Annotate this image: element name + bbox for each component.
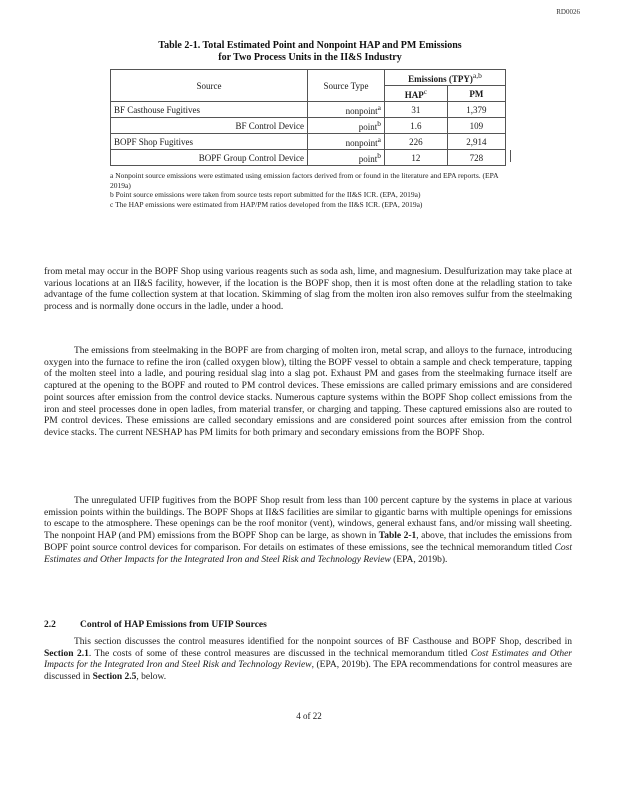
table-edge-mark bbox=[510, 150, 511, 162]
row-hap: 31 bbox=[385, 102, 448, 118]
table-row bbox=[111, 102, 506, 118]
section-title: Control of HAP Emissions from UFIP Sources bbox=[80, 620, 267, 630]
table-title-line-1: Table 2-1. Total Estimated Point and Nonpoint HAP and PM Emissions bbox=[158, 40, 462, 51]
table-header-row bbox=[111, 70, 506, 86]
paragraph-ufip-fugitives bbox=[44, 496, 572, 566]
header-emissions-sup: a,b bbox=[472, 71, 482, 80]
row-pm: 109 bbox=[447, 118, 505, 134]
header-source-type bbox=[308, 70, 385, 102]
row-type-label: point bbox=[358, 154, 378, 164]
row-source: BF Casthouse Fugitives bbox=[111, 102, 308, 118]
footnote-a: a Nonpoint source emissions were estimated using emission factors derived from or found in the literature and EPA reports. (EPA 2019a) bbox=[110, 171, 499, 190]
memo-title: Cost Estimates and Other Impacts for the Integrated Iron and Steel Risk and Technology Review bbox=[44, 542, 572, 565]
row-source: BF Control Device bbox=[111, 118, 308, 134]
header-emissions bbox=[385, 70, 506, 86]
row-type bbox=[308, 102, 385, 118]
row-hap: 12 bbox=[385, 150, 448, 166]
row-type-sup: b bbox=[377, 151, 381, 160]
row-type-sup: a bbox=[377, 103, 381, 112]
row-hap: 226 bbox=[385, 134, 448, 150]
row-source: BOPF Shop Fugitives bbox=[111, 134, 308, 150]
section-heading bbox=[44, 620, 267, 630]
row-pm: 1,379 bbox=[447, 102, 505, 118]
p4-text-b: . The costs of some of these control measures are discussed in the technical memorandum titled bbox=[88, 648, 471, 659]
table-reference-link: Table 2-1 bbox=[378, 531, 417, 542]
header-emissions-label: Emissions (TPY) bbox=[408, 74, 473, 84]
row-type-label: point bbox=[358, 122, 378, 132]
footnote-b: b Point source emissions were taken from source tests report submitted for the II&S ICR. (EPA, 2019a) bbox=[110, 190, 421, 199]
row-type-sup: a bbox=[377, 135, 381, 144]
p3-text-a: The unregulated UFIP fugitives from the BOPF Shop result from less than 100 percent capture by the systems in place at various emission points within the buildings. The BOPF Shops at II&S facilities are similar to gigantic barns with multiple openings for emissions to escape to the atmosphere. These openings can be the roof monitor (vent), windows, general exhaust fans, and/or missing wall sheeting. The nonpoint HAP (and PM) emissions from the BOPF Shop can be large, as shown in bbox=[44, 496, 572, 542]
page-number: 4 of 22 bbox=[296, 711, 322, 721]
section-reference-2-1: Section 2.1 bbox=[44, 648, 89, 659]
footnote-c: c The HAP emissions were estimated from HAP/PM ratios developed from the II&S ICR. (EPA, 2019a) bbox=[110, 199, 423, 209]
p3-text-b: , above, that includes the emissions from BOPF point source control devices for comparison. For details on estimates of these emissions, see the technical memorandum titled bbox=[44, 531, 572, 553]
header-source-type-label: Source Type bbox=[323, 80, 369, 91]
emissions-table bbox=[110, 69, 506, 166]
p4-text-d: , below. bbox=[136, 672, 167, 683]
row-hap: 1.6 bbox=[385, 118, 448, 134]
header-hap-sup: c bbox=[423, 87, 428, 96]
table-title-line-2: for Two Process Units in the II&S Industry bbox=[218, 52, 402, 63]
table-row bbox=[111, 118, 506, 134]
header-pm-label: PM bbox=[469, 88, 484, 99]
row-type bbox=[308, 118, 385, 134]
p3-text-c: (EPA, 2019b). bbox=[390, 554, 448, 565]
table-footnotes bbox=[110, 171, 510, 209]
document-id: RD0026 bbox=[556, 8, 580, 16]
row-type-label: nonpoint bbox=[345, 106, 378, 116]
section-number: 2.2 bbox=[44, 620, 56, 630]
paragraph-desulfurization: from metal may occur in the BOPF Shop using various reagents such as soda ash, lime, and magnesium. Desulfurization may take place at various locations at an II&S facility, however, if the location is the BOPF shop, then it is most often done at the reladling station to take advantage of the fume collection system at that location. Skimming of slag from the molten iron also removes sulfur from the steelmaking process and is normally done occurs in the ladle, under a hood. bbox=[44, 267, 572, 313]
row-type-sup: b bbox=[377, 119, 381, 128]
memo-title-2: Cost Estimates and Other Impacts for the Integrated Iron and Steel Risk and Technology Review bbox=[44, 648, 572, 671]
row-source: BOPF Group Control Device bbox=[111, 150, 308, 166]
p4-text-a: This section discusses the control measures identified for the nonpoint sources of BF Casthouse and BOPF Shop, described in bbox=[74, 637, 572, 647]
section-reference-2-5: Section 2.5 bbox=[92, 672, 137, 683]
p4-text-c: , (EPA, 2019b). The EPA recommendations for control measures are discussed in bbox=[44, 660, 573, 683]
header-hap bbox=[385, 86, 448, 102]
row-pm: 2,914 bbox=[447, 134, 505, 150]
row-type bbox=[308, 150, 385, 166]
header-source: Source bbox=[111, 70, 308, 102]
table-row bbox=[111, 134, 506, 150]
table-row bbox=[111, 150, 506, 166]
header-pm bbox=[447, 86, 505, 102]
header-hap-label: HAP bbox=[404, 90, 424, 100]
row-type bbox=[308, 134, 385, 150]
row-pm: 728 bbox=[447, 150, 505, 166]
paragraph-control-measures bbox=[44, 637, 572, 684]
paragraph-steelmaking-emissions: The emissions from steelmaking in the BOPF are from charging of molten iron, metal scrap, and alloys to the furnace, introducing oxygen into the furnace to refine the iron (called oxygen blow), tilting the BOPF vessel to obtain a sample and check temperature, tapping of the molten steel into a ladle, and pouring residual slag into a slag pot. Exhaust PM and gases from the steelmaking furnace itself are captured at the opening to the BOPF and routed to PM control devices. These emissions are called primary emissions and are considered point sources after emission from the control device stacks. Numerous capture systems within the BOPF Shop collect emissions from the iron and steel processes done in open ladles, from material transfer, or charging and tapping. These captured emissions also are routed to PM control devices. These emissions are called secondary emissions and are considered point sources after emission from the control device stacks. The current NESHAP has PM limits for both primary and secondary emissions from the BOPF Shop. bbox=[44, 346, 572, 438]
row-type-label: nonpoint bbox=[345, 138, 378, 148]
